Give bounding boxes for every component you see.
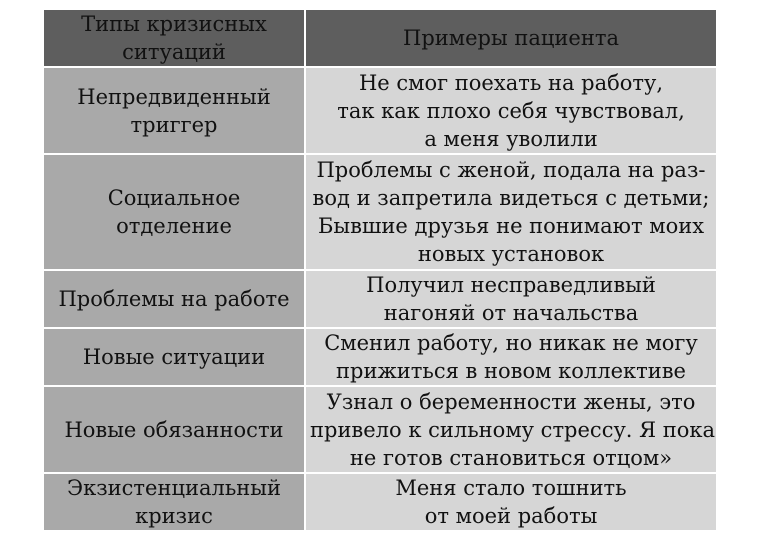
crisis-type-line: Проблемы на работе — [58, 287, 290, 311]
patient-example-cell — [305, 270, 717, 328]
crisis-type-cell — [43, 154, 305, 270]
crisis-type-line: Экзистенциальный — [67, 476, 281, 500]
patient-example-line: Сменил работу, но никак не могу — [324, 331, 698, 355]
patient-example-cell — [305, 154, 717, 270]
patient-example-cell — [305, 386, 717, 473]
crisis-situations-table — [42, 8, 718, 532]
table-row — [43, 328, 717, 386]
table-row — [43, 386, 717, 473]
table-body — [43, 67, 717, 531]
patient-example-line: Узнал о беременности жены, это — [326, 389, 696, 414]
table-header — [43, 9, 717, 67]
crisis-type-cell — [43, 386, 305, 473]
patient-example-line: не готов становиться отцом» — [349, 445, 673, 470]
patient-example-cell — [305, 473, 717, 531]
header-crisis-types — [43, 9, 305, 67]
crisis-type-line: кризис — [135, 504, 213, 528]
crisis-type-line: Непредвиденный — [77, 84, 271, 109]
header-crisis-types-line: Типы кризисных — [81, 12, 267, 36]
patient-example-line: так как плохо себя чувствовал, — [337, 98, 685, 123]
patient-example-line: Проблемы с женой, подала на раз- — [316, 158, 706, 182]
patient-example-cell — [305, 328, 717, 386]
patient-example-line: прижиться в новом коллективе — [336, 359, 686, 383]
patient-example-line: Получил несправедливый — [366, 273, 656, 297]
header-patient-examples — [305, 9, 717, 67]
crisis-type-line: Социальное — [107, 186, 241, 210]
table-row — [43, 473, 717, 531]
crisis-type-line: отделение — [116, 214, 232, 238]
crisis-type-cell — [43, 270, 305, 328]
patient-example-cell — [305, 67, 717, 154]
crisis-type-line: Новые обязанности — [64, 417, 284, 442]
patient-example-line: привело к сильному стрессу. Я пока — [310, 417, 716, 442]
patient-example-line: вод и запретила видеться с детьми; — [312, 186, 710, 210]
patient-example-line: Бывшие друзья не понимают моих — [317, 214, 705, 238]
crisis-type-cell — [43, 67, 305, 154]
patient-example-line: а меня уволили — [424, 126, 598, 151]
patient-example-line: Меня стало тошнить — [395, 476, 627, 500]
crisis-type-cell — [43, 328, 305, 386]
crisis-type-cell — [43, 473, 305, 531]
table-row — [43, 154, 717, 270]
crisis-type-line: триггер — [130, 112, 218, 137]
header-row — [43, 9, 717, 67]
patient-example-line: новых установок — [417, 242, 605, 266]
table-row — [43, 270, 717, 328]
patient-example-line: Не смог поехать на работу, — [358, 70, 664, 95]
patient-example-line: от моей работы — [424, 504, 598, 528]
table-row — [43, 67, 717, 154]
crisis-type-line: Новые ситуации — [82, 345, 266, 369]
header-crisis-types-line: ситуаций — [122, 40, 226, 64]
header-patient-examples-line: Примеры пациента — [403, 26, 619, 50]
patient-example-line: нагоняй от начальства — [383, 301, 639, 325]
